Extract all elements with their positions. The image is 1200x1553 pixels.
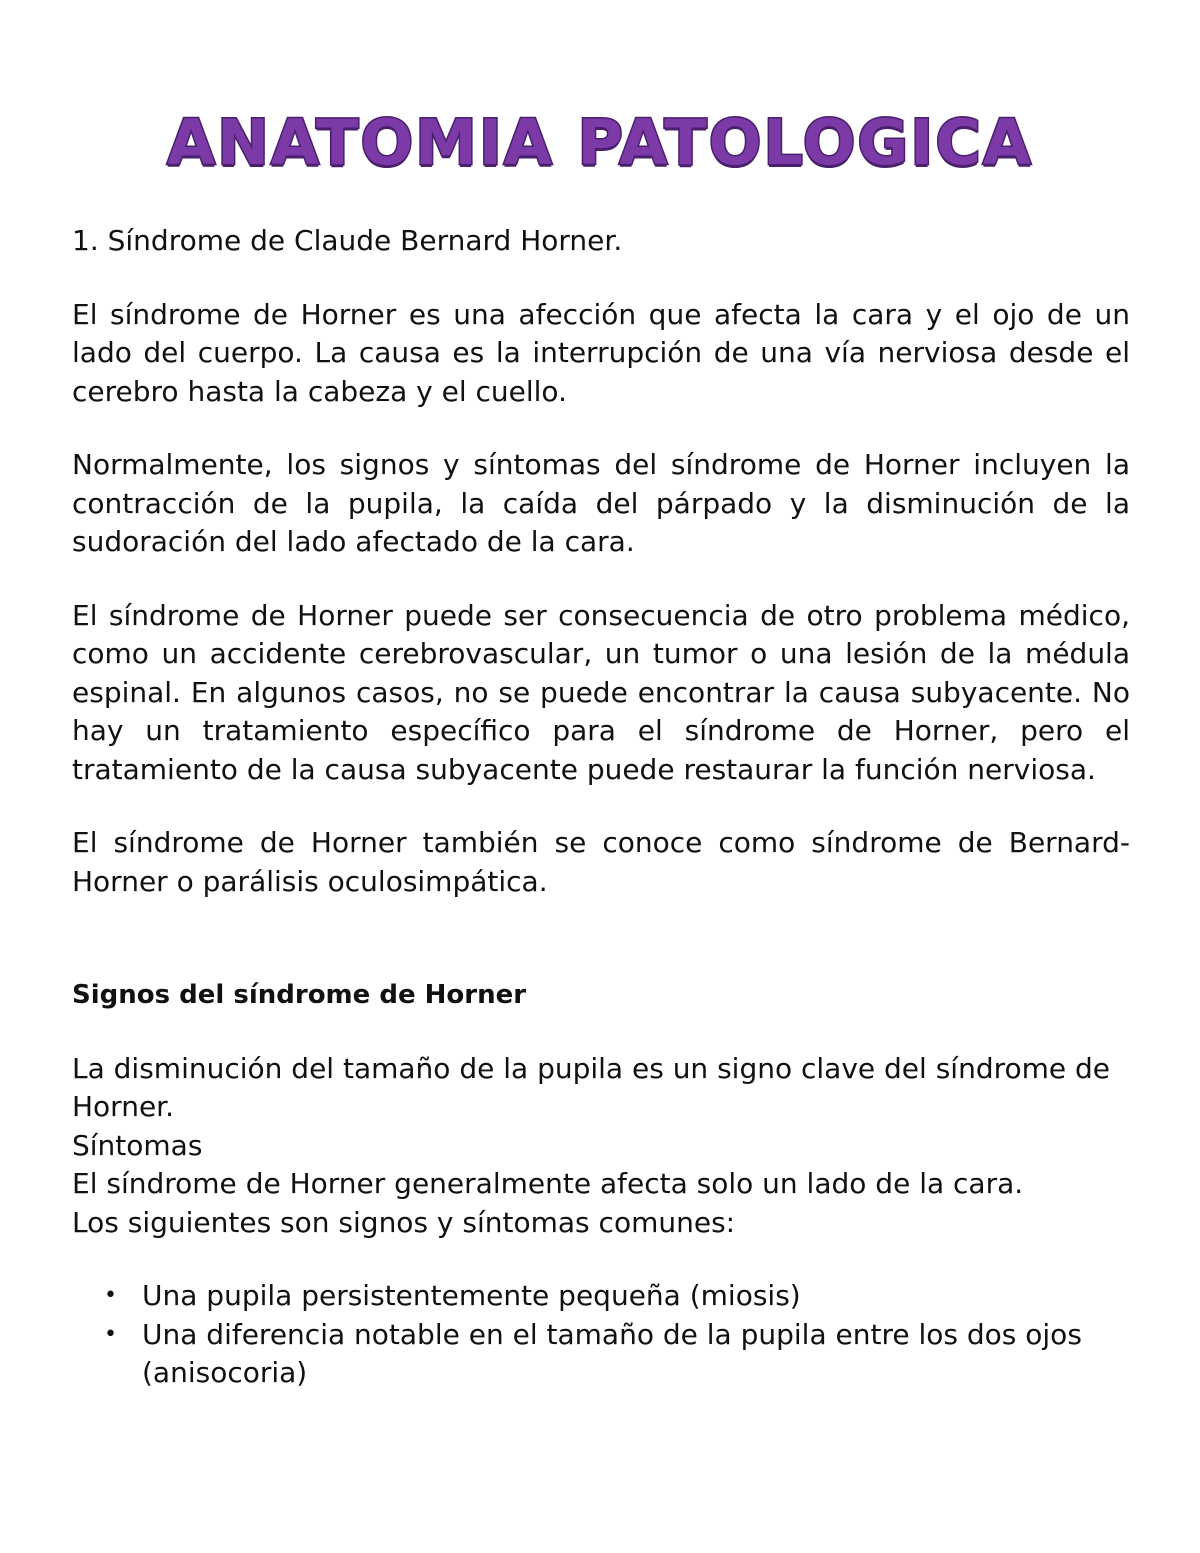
page-title: ANATOMIA PATOLOGICA: [167, 106, 1033, 179]
paragraph-causes: El síndrome de Horner puede ser consecuencia de otro problema médico, como un accidente cerebrovascular, un tumor o una lesión de la médula espinal. En algunos casos, no se puede encontrar la causa subyacente. No hay un tratamiento específico para el síndrome de Horner, pero el tratamiento de la causa subyacente puede restaurar la función nerviosa.: [72, 598, 1130, 786]
signs-paragraph: La disminución del tamaño de la pupila es un signo clave del síndrome de Horner.: [72, 1051, 1111, 1123]
paragraph-definition: El síndrome de Horner es una afección que afecta la cara y el ojo de un lado del cuerpo. La causa es la interrupción de una vía nerviosa desde el cerebro hasta la cabeza y el cuello.: [72, 297, 1130, 408]
list-item: [104, 1316, 1130, 1393]
paragraph-also-known: El síndrome de Horner también se conoce como síndrome de Bernard-Horner o parálisis oculosimpática.: [72, 826, 1130, 898]
bullet-icon: •: [104, 1283, 117, 1308]
symptoms-line-2: Los siguientes son signos y síntomas comunes:: [72, 1205, 736, 1239]
list-item-text: Una diferencia notable en el tamaño de la pupila entre los dos ojos (anisocoria): [142, 1317, 1082, 1389]
document-body: [72, 222, 1130, 1393]
section-heading: 1. Síndrome de Claude Bernard Horner.: [72, 224, 623, 257]
symptoms-list: [72, 1277, 1130, 1393]
list-item: [104, 1277, 1130, 1316]
bullet-icon: •: [104, 1321, 117, 1347]
symptoms-line-1: El síndrome de Horner generalmente afecta solo un lado de la cara.: [72, 1167, 1024, 1200]
signs-heading: Signos del síndrome de Horner: [72, 980, 527, 1010]
symptoms-label: Síntomas: [72, 1128, 203, 1162]
paragraph-signs-summary: Normalmente, los signos y síntomas del síndrome de Horner incluyen la contracción de la pupila, la caída del párpado y la disminución de la sudoración del lado afectado de la cara.: [72, 448, 1130, 558]
list-item-text: Una pupila persistentemente pequeña (miosis): [142, 1279, 801, 1312]
